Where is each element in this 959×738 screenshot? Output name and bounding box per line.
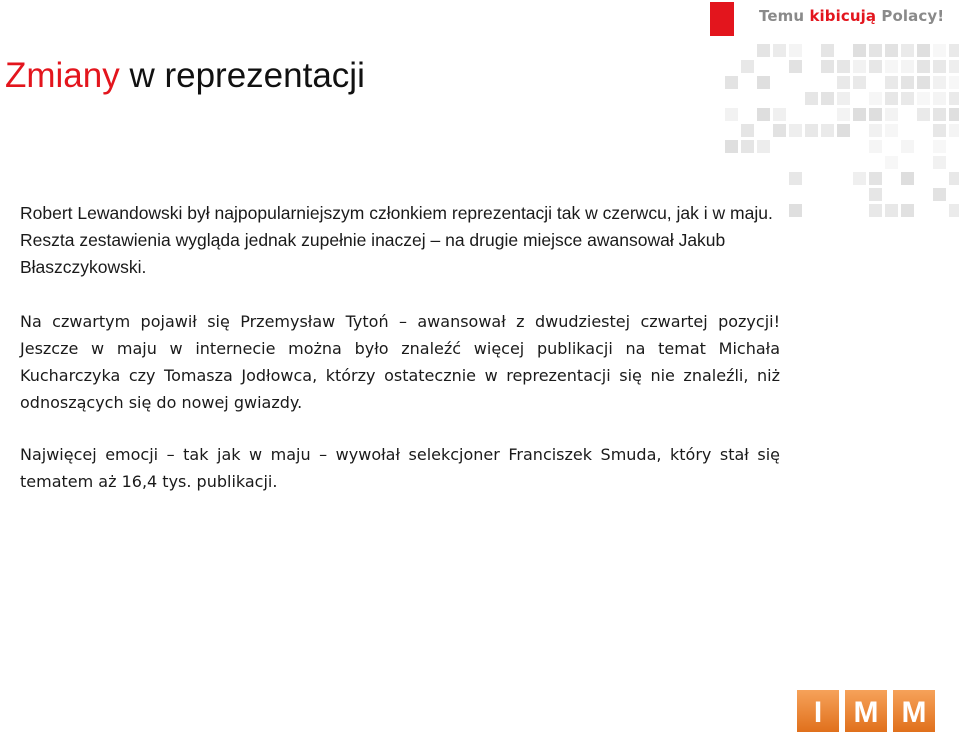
pixel-square xyxy=(789,60,802,73)
pixel-square xyxy=(933,92,946,105)
pixel-square xyxy=(885,108,898,121)
pixel-square xyxy=(853,76,866,89)
pixel-square xyxy=(821,124,834,137)
pixel-square xyxy=(837,60,850,73)
pixel-square xyxy=(869,92,882,105)
pixel-square xyxy=(757,76,770,89)
pixel-square xyxy=(789,44,802,57)
pixel-square xyxy=(949,108,959,121)
pixel-square xyxy=(885,92,898,105)
pixel-square xyxy=(949,124,959,137)
pixel-square xyxy=(901,204,914,217)
pixel-square xyxy=(757,140,770,153)
pixel-square xyxy=(789,204,802,217)
pixel-square xyxy=(949,92,959,105)
pixel-square xyxy=(741,60,754,73)
pixel-square xyxy=(773,108,786,121)
pixel-square xyxy=(949,76,959,89)
pixel-square xyxy=(869,44,882,57)
pixel-square xyxy=(933,156,946,169)
pixel-square xyxy=(869,172,882,185)
pixel-square xyxy=(725,108,738,121)
pixel-square xyxy=(933,188,946,201)
pixel-square xyxy=(885,76,898,89)
pixel-square xyxy=(821,92,834,105)
pixel-square xyxy=(933,108,946,121)
pixel-square xyxy=(837,92,850,105)
pixel-square xyxy=(933,140,946,153)
pixel-square xyxy=(885,60,898,73)
pixel-square xyxy=(805,124,818,137)
pixel-square xyxy=(949,172,959,185)
title-accent-word: Zmiany xyxy=(5,56,120,95)
pixel-square xyxy=(885,124,898,137)
paragraph-2: Na czwartym pojawił się Przemysław Tytoń – awansował z dwudziestej czwartej pozycji! Jeszcze w maju w internecie można było znaleźć więcej publikacji na temat Michała Kucharczyka czy Tomasza Jodłowca, którzy ostatecznie w reprezentacji się nie znaleźli, niż odnoszących się do nowej gwiazdy. xyxy=(20,312,780,412)
pixel-square xyxy=(757,108,770,121)
pixel-square xyxy=(901,44,914,57)
pixel-square xyxy=(869,204,882,217)
pixel-square xyxy=(725,76,738,89)
pixel-square xyxy=(933,60,946,73)
pixel-square xyxy=(869,188,882,201)
pixel-square xyxy=(741,140,754,153)
pixel-square xyxy=(917,76,930,89)
pixel-square xyxy=(805,92,818,105)
pixel-square xyxy=(901,92,914,105)
pixel-square xyxy=(821,44,834,57)
pixel-square xyxy=(757,44,770,57)
pixel-square xyxy=(933,44,946,57)
pixel-square xyxy=(869,108,882,121)
pixel-square xyxy=(837,124,850,137)
tagline-accent: kibicują xyxy=(809,7,877,25)
pixel-square xyxy=(773,44,786,57)
pixel-square xyxy=(725,140,738,153)
pixel-square xyxy=(917,44,930,57)
pixel-square xyxy=(949,204,959,217)
paragraph-3: Najwięcej emocji – tak jak w maju – wywołał selekcjoner Franciszek Smuda, który stał się tematem aż 16,4 tys. publikacji. xyxy=(20,445,780,491)
pixel-square xyxy=(917,92,930,105)
decorative-pixel-pattern xyxy=(725,44,959,224)
pixel-square xyxy=(853,60,866,73)
pixel-square xyxy=(773,124,786,137)
tagline-prefix: Temu xyxy=(759,7,810,25)
pixel-square xyxy=(917,60,930,73)
logo-letter-3: M xyxy=(901,696,927,729)
pixel-square xyxy=(885,156,898,169)
pixel-square xyxy=(885,44,898,57)
pixel-square xyxy=(949,60,959,73)
pixel-square xyxy=(837,76,850,89)
pixel-square xyxy=(885,204,898,217)
pixel-square xyxy=(917,108,930,121)
paragraph-1: Robert Lewandowski był najpopularniejszym członkiem reprezentacji tak w czerwcu, jak i w maju. Reszta zestawienia wygląda jednak zupełnie inaczej – na drugie miejsce awansował Jakub Błaszczykowski. xyxy=(20,203,773,277)
logo-letter-2: M xyxy=(853,696,879,729)
pixel-square xyxy=(853,172,866,185)
pixel-square xyxy=(853,44,866,57)
pixel-square xyxy=(901,60,914,73)
pixel-square xyxy=(869,124,882,137)
pixel-square xyxy=(837,108,850,121)
pixel-square xyxy=(789,124,802,137)
pixel-square xyxy=(949,44,959,57)
header-red-bar xyxy=(710,2,734,36)
pixel-square xyxy=(933,124,946,137)
header-tagline xyxy=(759,7,944,25)
logo-letter-1: I xyxy=(813,696,823,729)
pixel-square xyxy=(933,76,946,89)
pixel-square xyxy=(741,124,754,137)
pixel-square xyxy=(901,76,914,89)
pixel-square xyxy=(853,108,866,121)
pixel-square xyxy=(821,60,834,73)
pixel-square xyxy=(901,140,914,153)
pixel-square xyxy=(869,140,882,153)
imm-logo xyxy=(797,690,935,732)
tagline-suffix: Polacy! xyxy=(876,7,945,25)
title-rest: w reprezentacji xyxy=(119,56,365,95)
pixel-square xyxy=(869,60,882,73)
slide-title xyxy=(5,56,365,96)
pixel-square xyxy=(789,172,802,185)
pixel-square xyxy=(901,172,914,185)
